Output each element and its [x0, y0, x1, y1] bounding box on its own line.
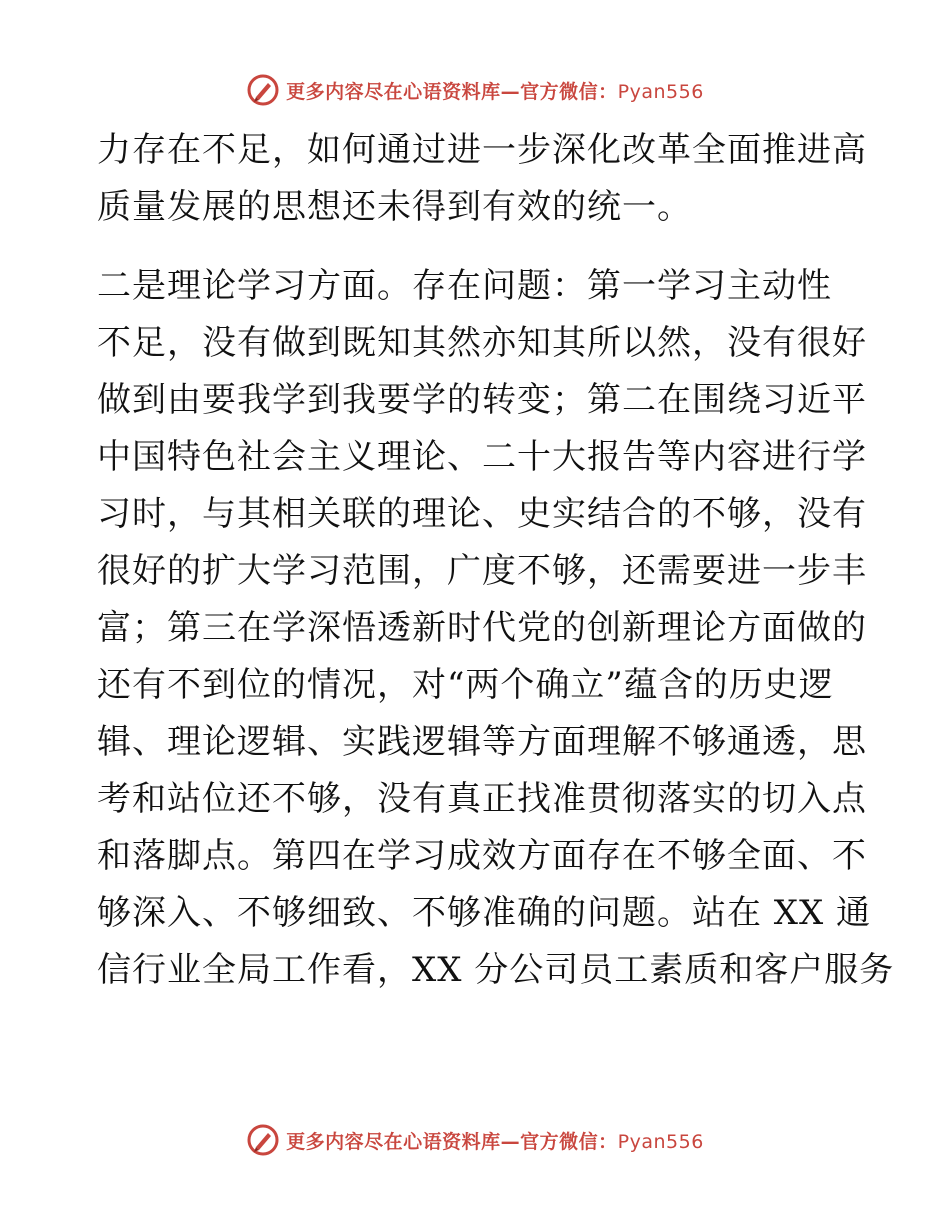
watermark-text — [286, 1127, 704, 1154]
pen-circle-logo-icon — [246, 73, 280, 107]
watermark-label: 更多内容尽在心语资料库—官方微信： — [286, 80, 618, 103]
text-line: 中国特色社会主义理论、二十大报告等内容进行学 — [97, 437, 867, 477]
document-body — [97, 122, 895, 999]
watermark-contact: Pyan556 — [617, 1130, 704, 1153]
watermark-label: 更多内容尽在心语资料库—官方微信： — [286, 1130, 618, 1153]
header-watermark — [0, 70, 950, 110]
text-line: 质量发展的思想还未得到有效的统一。 — [97, 187, 692, 227]
text-line: 信行业全局工作看，XX 分公司员工素质和客户服务 — [97, 950, 895, 990]
footer-watermark — [0, 1120, 950, 1160]
watermark-contact: Pyan556 — [617, 80, 704, 103]
paragraph-1 — [97, 122, 867, 236]
paragraph-2 — [97, 258, 895, 999]
text-line: 二是理论学习方面。存在问题：第一学习主动性 — [97, 266, 832, 306]
text-line: 做到由要我学到我要学的转变；第二在围绕习近平 — [97, 380, 867, 420]
pen-circle-logo-icon — [246, 1123, 280, 1157]
text-line: 富；第三在学深悟透新时代党的创新理论方面做的 — [97, 608, 867, 648]
text-line: 不足，没有做到既知其然亦知其所以然，没有很好 — [97, 323, 867, 363]
text-line: 辑、理论逻辑、实践逻辑等方面理解不够通透，思 — [97, 722, 867, 762]
text-line: 很好的扩大学习范围，广度不够，还需要进一步丰 — [97, 551, 867, 591]
text-line: 还有不到位的情况，对“两个确立”蕴含的历史逻 — [97, 665, 834, 705]
watermark-text — [286, 77, 704, 104]
text-line: 够深入、不够细致、不够准确的问题。站在 XX 通 — [97, 893, 872, 933]
text-line: 考和站位还不够，没有真正找准贯彻落实的切入点 — [97, 779, 867, 819]
text-line: 力存在不足，如何通过进一步深化改革全面推进高 — [97, 130, 867, 170]
text-line: 和落脚点。第四在学习成效方面存在不够全面、不 — [97, 836, 867, 876]
text-line: 习时，与其相关联的理论、史实结合的不够，没有 — [97, 494, 867, 534]
